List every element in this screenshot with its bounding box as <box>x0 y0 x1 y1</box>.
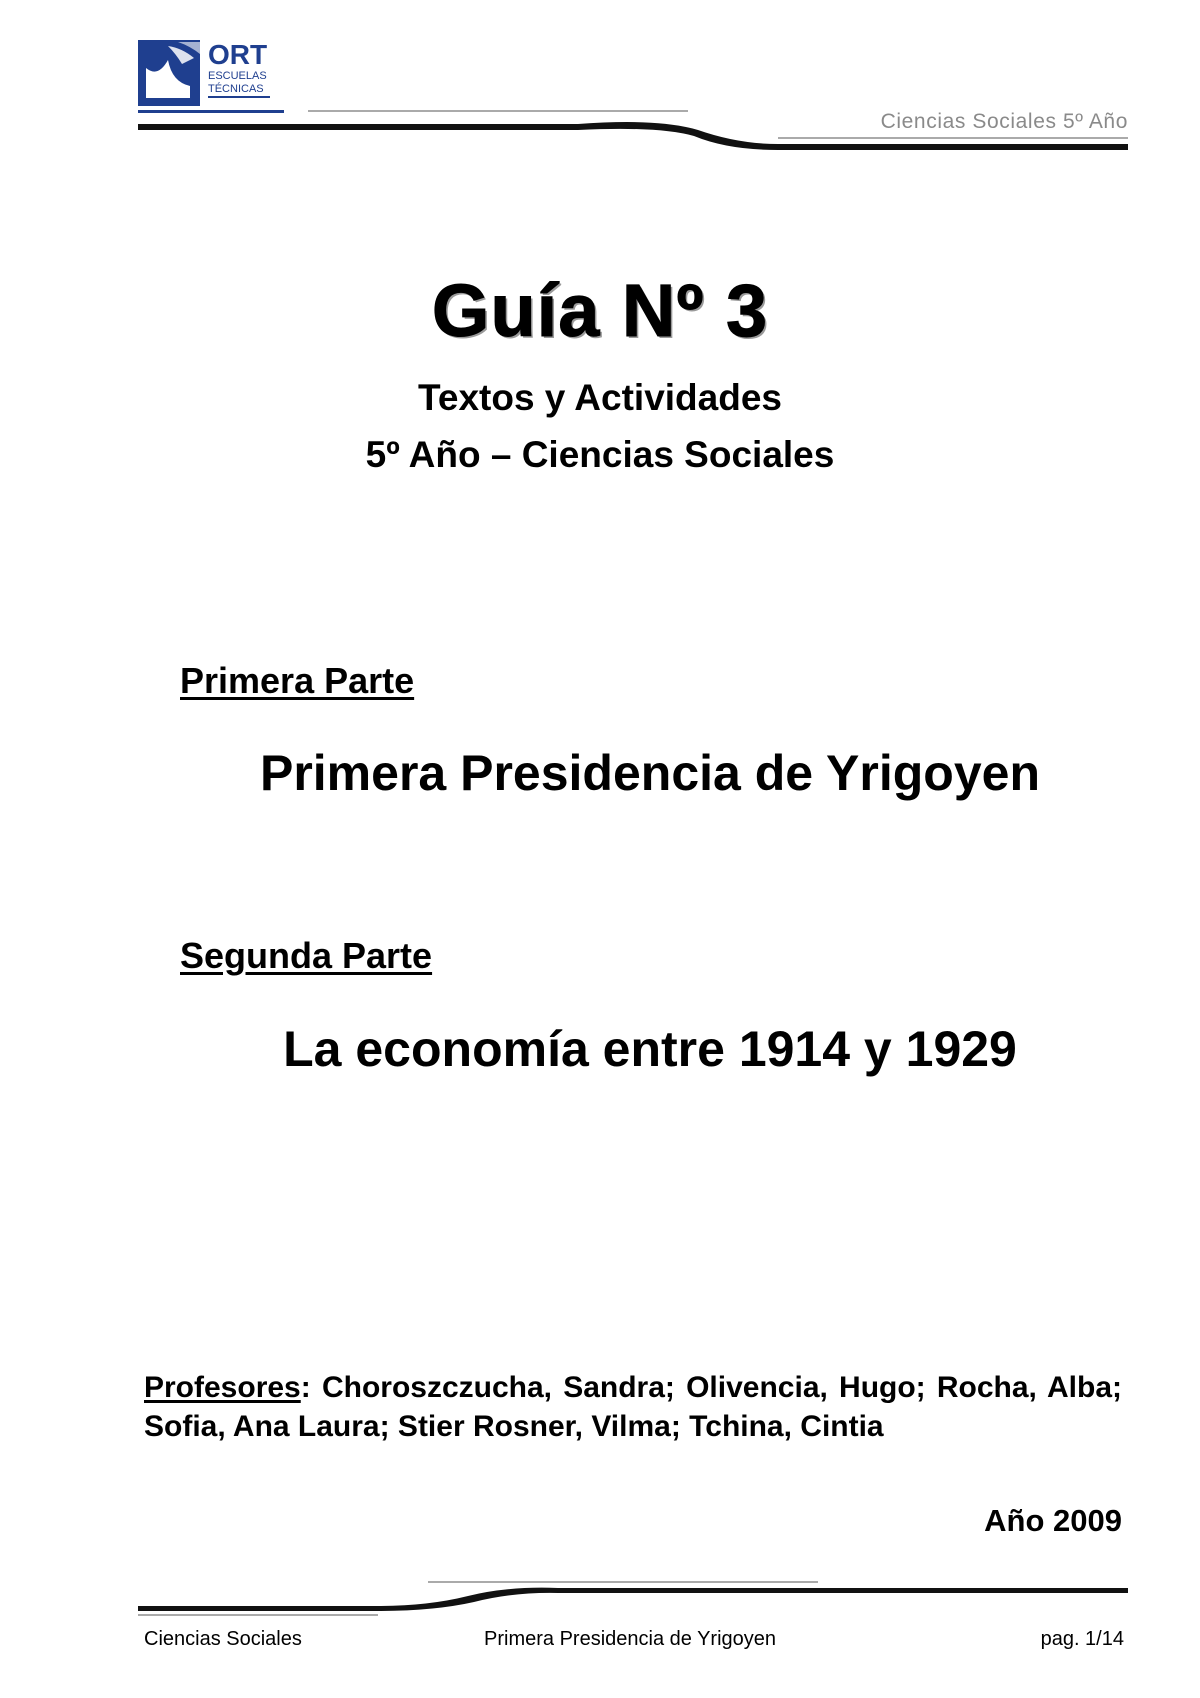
part-2-title: La economía entre 1914 y 1929 <box>283 1021 1017 1077</box>
footer-topic: Primera Presidencia de Yrigoyen <box>484 1628 777 1650</box>
footer-page-number: pag. 1/14 <box>1040 1628 1124 1650</box>
part-2-label: Segunda Parte <box>180 935 433 976</box>
logo-main-text: ORT <box>208 39 268 70</box>
part-1-title: Primera Presidencia de Yrigoyen <box>259 745 1040 801</box>
logo-sub-text-1: ESCUELAS <box>208 70 267 82</box>
professors-label: Profesores <box>144 1371 301 1404</box>
professors-paragraph <box>144 1368 1122 1446</box>
guide-title: Guía Nº 3 <box>431 269 769 352</box>
ort-logo <box>138 38 284 118</box>
guide-subtitle-course: 5º Año – Ciencias Sociales <box>365 434 835 475</box>
footer-subject: Ciencias Sociales <box>144 1628 302 1650</box>
header-course-title: Ciencias Sociales 5º Año <box>880 110 1128 133</box>
guide-subtitle-texts: Textos y Actividades <box>418 377 782 418</box>
document-year: Año 2009 <box>984 1503 1122 1538</box>
footer-divider-swoosh <box>138 1580 1128 1620</box>
professors-names: Choroszczucha, Sandra; Olivencia, Hugo; Rocha, Alba; Sofia, Ana Laura; Stier Rosner, Vilma; Tchina, Cintia <box>144 1371 1122 1443</box>
professors-separator: : <box>300 1371 311 1404</box>
logo-sub-text-2: TÉCNICAS <box>208 83 264 95</box>
part-1-label: Primera Parte <box>180 660 415 701</box>
